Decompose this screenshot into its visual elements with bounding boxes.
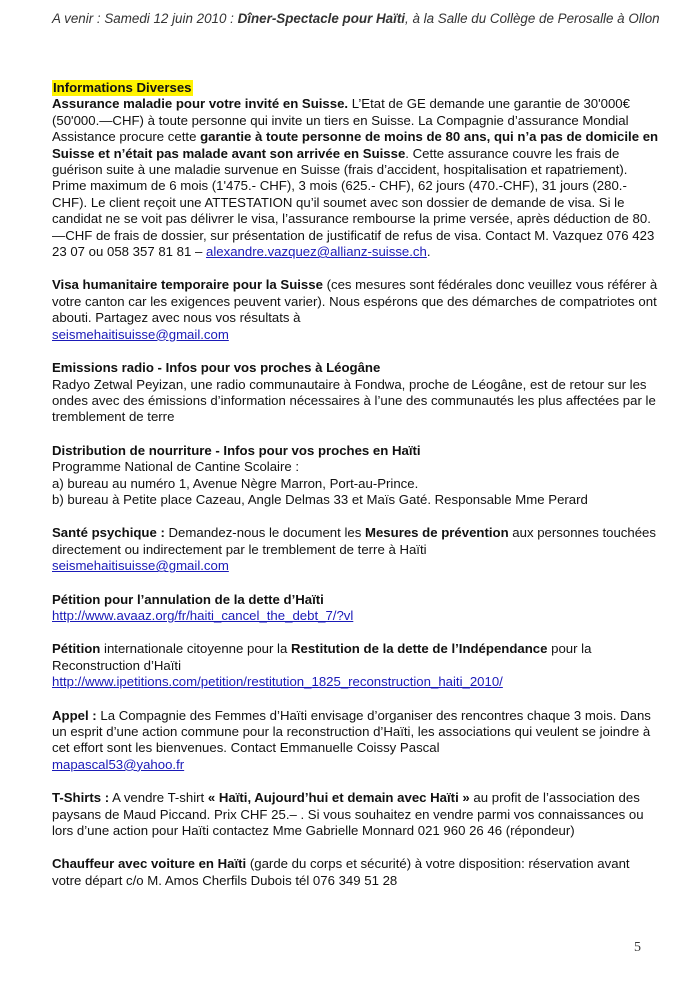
block-sante <box>52 525 662 574</box>
intro-event: Dîner-Spectacle pour Haïti <box>237 11 406 26</box>
nourriture-line-3: b) bureau à Petite place Cazeau, Angle Delmas 33 et Maïs Gaté. Responsable Mme Perard <box>52 491 588 507</box>
chauffeur-text: (garde du corps et sécurité) à votre disposition: réservation avant votre départ c/o M. Amos Cherfils Dubois tél 076 349 51 28 <box>52 856 630 888</box>
main-content <box>52 80 662 906</box>
sante-text-2: aux personnes touchées directement ou indirectement par le tremblement de terre à Haïti <box>52 525 656 557</box>
tshirts-bold: « Haïti, Aujourd’hui et demain avec Haïti » <box>207 790 470 806</box>
tshirts-text-2: au profit de l’association des paysans de Maud Piccand. Prix CHF 25.– . Si vous souhaitez en vendre parmi vos connaissances ou lors d’une action pour Haïti contactez Mme Gabrielle Monnard 021 960 26 46 (répondeur) <box>52 790 644 839</box>
block-visa <box>52 277 662 343</box>
block-appel <box>52 708 662 774</box>
section-heading: Informations Diverses <box>53 80 192 95</box>
sante-text-1: Demandez-nous le document les <box>164 525 365 541</box>
petition2-bold: Restitution de la dette de l’Indépendance <box>290 641 548 657</box>
appel-text: La Compagnie des Femmes d’Haïti envisage d’organiser des rencontres chaque 3 mois. Dans un esprit d’une action commune pour la reconstruction d’Haïti, les associations qui veulent se joindre à cet effort sont les bienvenues. Contact Emmanuelle Coissy Pascal <box>52 707 651 756</box>
radio-text: Radyo Zetwal Peyizan, une radio communautaire à Fondwa, proche de Léogâne, est de retour sur les ondes avec des émissions d’information nécessaires à l’une des communautés les plus affectées par le tremblement de terre <box>52 376 656 425</box>
petition1-title: Pétition pour l’annulation de la dette d’Haïti <box>52 591 324 607</box>
tshirts-title: T-Shirts : <box>52 790 110 806</box>
assurance-text-3: . <box>426 244 431 260</box>
visa-title: Visa humanitaire temporaire pour la Suisse <box>52 277 323 293</box>
nourriture-line-2: a) bureau au numéro 1, Avenue Nègre Marron, Port-au-Prince. <box>52 475 419 491</box>
block-tshirts <box>52 790 662 839</box>
tshirts-text-1: A vendre T-shirt <box>109 790 208 806</box>
block-petition-1 <box>52 592 662 625</box>
assurance-text-1: L’Etat de GE demande une garantie de 30'000€ (50'000.—CHF) à toute personne qui invite un tiers en Suisse. La Compagnie d’assurance Mondial Assistance procure cette <box>52 96 630 145</box>
nourriture-title: Distribution de nourriture - Infos pour vos proches en Haïti <box>52 442 421 458</box>
sante-email-link[interactable]: seismehaitisuisse@gmail.com <box>52 558 229 574</box>
block-assurance <box>52 96 662 260</box>
nourriture-line-1: Programme National de Cantine Scolaire : <box>52 459 300 475</box>
intro-suffix: , à la Salle du Collège de Perosalle à Ollon <box>405 11 660 26</box>
assurance-bold: garantie à toute personne de moins de 80 ans, qui n’a pas de domicile en Suisse et n’était pas malade avant son arrivée en Suisse <box>52 129 659 161</box>
assurance-email-link[interactable]: alexandre.vazquez@allianz-suisse.ch <box>206 244 427 260</box>
intro-prefix: A venir : Samedi 12 juin 2010 : <box>52 11 238 26</box>
appel-email-link[interactable]: mapascal53@yahoo.fr <box>52 756 185 772</box>
appel-title: Appel : <box>52 707 97 723</box>
petition2-text-2: pour la Reconstruction d’Haïti <box>52 641 592 673</box>
assurance-title: Assurance maladie pour votre invité en Suisse. <box>52 96 349 112</box>
visa-email-link[interactable]: seismehaitisuisse@gmail.com <box>52 326 229 342</box>
assurance-text-2: . Cette assurance couvre les frais de guérison suite à une maladie survenue en Suisse (frais d’accident, hospitalisation et rapatriement). Prime maximum de 6 mois (1'475.- CHF), 3 mois (625.- CHF), 62 jours (470.-CHF), 31 jours (280.- CHF). Le client reçoit une ATTESTATION qu’il soumet avec son dossier de demande de visa. Si le candidat ne se voit pas délivrer le visa, l’assurance rembourse la prime versée, après déduction de 80.—CHF de frais de dossier, sur présentation de justificatif de refus de visa. Contact M. Vazquez 076 423 23 07 ou 058 357 81 81 – <box>52 145 655 260</box>
petition2-title: Pétition <box>52 641 101 657</box>
visa-text: (ces mesures sont fédérales donc veuillez vous référer à votre canton car les exigences peuvent varier). Nous espérons que des démarches de compatriotes ont abouti. Partagez avec nous vos résultats à <box>52 277 658 326</box>
petition1-url-link[interactable]: http://www.avaaz.org/fr/haiti_cancel_the_debt_7/?vl <box>52 607 354 623</box>
block-petition-2 <box>52 641 662 690</box>
block-radio <box>52 360 662 426</box>
sante-bold: Mesures de prévention <box>364 525 509 541</box>
radio-title: Emissions radio - Infos pour vos proches à Léogâne <box>52 360 381 376</box>
block-nourriture <box>52 443 662 509</box>
block-chauffeur <box>52 856 662 889</box>
intro-paragraph <box>52 10 662 27</box>
page-number: 5 <box>634 940 641 955</box>
sante-title: Santé psychique : <box>52 525 165 541</box>
chauffeur-title: Chauffeur avec voiture en Haïti <box>52 856 247 872</box>
petition2-text-1: internationale citoyenne pour la <box>100 641 291 657</box>
petition2-url-link[interactable]: http://www.ipetitions.com/petition/restitution_1825_reconstruction_haiti_2010/ <box>52 674 503 690</box>
